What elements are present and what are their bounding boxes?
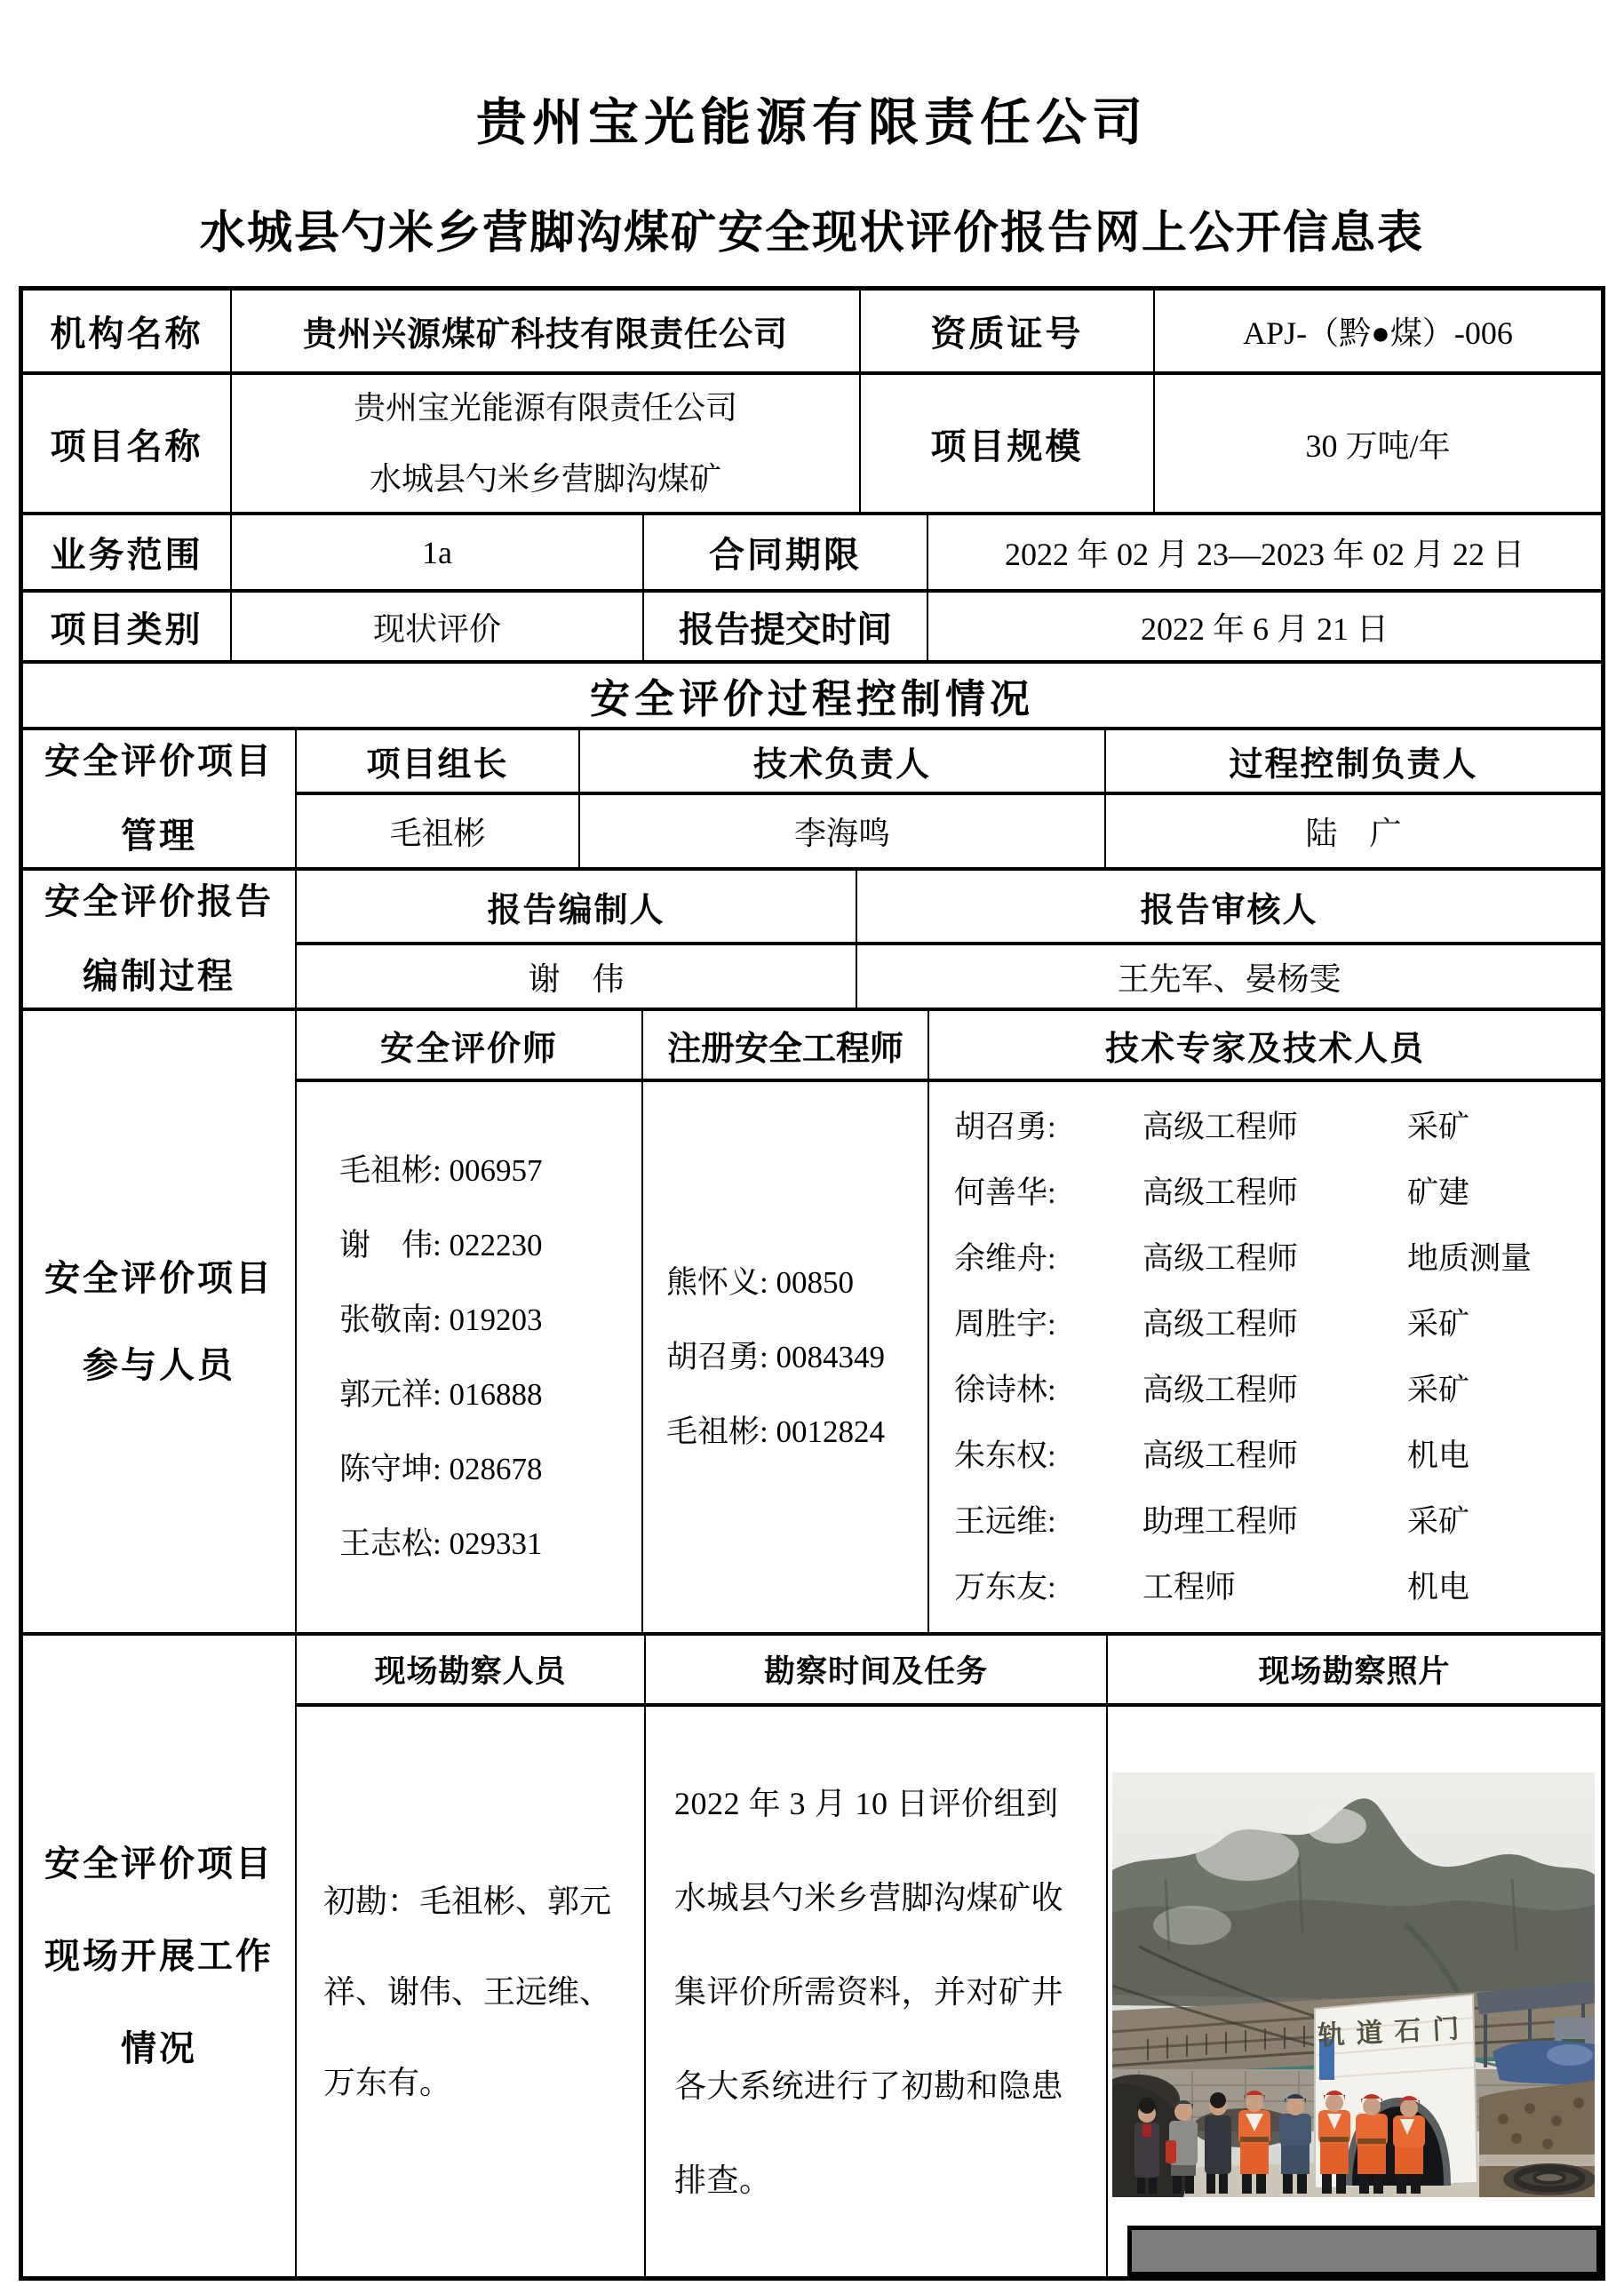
process-control-value: 陆 广	[1305, 816, 1402, 851]
expert-title: 工程师	[1142, 1569, 1237, 1605]
reviewer-header: 报告审核人	[1140, 891, 1318, 929]
expert-item	[954, 1358, 1601, 1423]
expert-title: 高级工程师	[1142, 1175, 1299, 1210]
experts-list	[929, 1082, 1601, 1632]
cert-no-label: 资质证号	[861, 291, 1155, 371]
row-org	[23, 291, 1601, 375]
team-leader-value: 毛祖彬	[297, 795, 580, 867]
expert-item	[954, 1423, 1601, 1489]
expert-name: 万东友:	[954, 1569, 1056, 1605]
expert-field: 采矿	[1407, 1372, 1470, 1407]
tech-lead-header: 技术负责人	[580, 730, 1106, 792]
expert-item	[954, 1095, 1601, 1160]
submit-time-value: 2022 年 6 月 21 日	[1140, 610, 1389, 647]
contract-period-value: 2022 年 02 月 23—2023 年 02 月 22 日	[1004, 537, 1524, 572]
expert-name: 徐诗林:	[954, 1372, 1056, 1407]
info-table	[19, 286, 1605, 2281]
site-work-header-row	[297, 1636, 1601, 1707]
expert-title: 高级工程师	[1142, 1109, 1299, 1144]
engineer-item: 胡召勇: 0084349	[666, 1339, 885, 1374]
photo-cable-coil	[1503, 2163, 1595, 2195]
business-scope-label: 业务范围	[23, 515, 232, 589]
section-report	[23, 871, 1601, 1011]
submit-time-label: 报告提交时间	[644, 593, 928, 660]
survey-photo-cell	[1108, 1707, 1601, 2276]
redaction-bar	[1127, 2226, 1601, 2276]
expert-title: 高级工程师	[1142, 1240, 1299, 1276]
evaluator-item: 陈守坤: 028678	[339, 1451, 543, 1486]
project-scale-value: 30 万吨/年	[1305, 427, 1451, 464]
section-management	[23, 730, 1601, 871]
expert-field: 采矿	[1407, 1503, 1470, 1539]
survey-photo-header: 现场勘察照片	[1258, 1654, 1451, 1689]
expert-name: 胡召勇:	[954, 1109, 1056, 1144]
project-name-value	[232, 375, 861, 512]
report-label-line2: 编制过程	[83, 956, 235, 996]
site-work-label-line3: 情况	[121, 2027, 197, 2068]
project-name-line1: 贵州宝光能源有限责任公司	[353, 390, 737, 426]
tech-lead-value: 李海鸣	[580, 795, 1106, 867]
evaluator-item: 王志松: 029331	[339, 1525, 543, 1561]
evaluators-list	[297, 1082, 643, 1632]
expert-name: 余维舟:	[954, 1240, 1056, 1276]
site-work-label-line1: 安全评价项目	[44, 1843, 274, 1884]
engineers-header: 注册安全工程师	[643, 1011, 929, 1079]
expert-item	[954, 1226, 1601, 1292]
expert-field: 地质测量	[1407, 1240, 1532, 1276]
evaluator-item: 郭元祥: 016888	[339, 1376, 543, 1412]
section-site-work	[23, 1636, 1601, 2276]
expert-field: 采矿	[1407, 1109, 1470, 1144]
business-scope-value: 1a	[232, 515, 644, 589]
evaluator-item: 张敬南: 019203	[339, 1302, 543, 1337]
participants-header-row	[297, 1011, 1601, 1082]
row-category	[23, 593, 1601, 664]
expert-title: 高级工程师	[1142, 1372, 1299, 1407]
report-value-row	[297, 945, 1601, 1008]
expert-title: 高级工程师	[1142, 1306, 1299, 1342]
expert-name: 朱东权:	[954, 1438, 1056, 1473]
project-name-label: 项目名称	[23, 375, 232, 512]
management-label	[23, 730, 297, 867]
expert-title: 高级工程师	[1142, 1438, 1299, 1473]
report-label	[23, 871, 297, 1008]
management-label-line2: 管理	[121, 816, 197, 856]
report-label-line1: 安全评价报告	[44, 881, 274, 921]
project-category-label: 项目类别	[23, 593, 232, 660]
evaluator-item: 谢 伟: 022230	[339, 1227, 543, 1262]
expert-name: 王远维:	[954, 1503, 1056, 1539]
engineers-list	[643, 1082, 929, 1632]
expert-field: 矿建	[1407, 1175, 1470, 1210]
survey-personnel-header: 现场勘察人员	[297, 1636, 646, 1703]
engineer-item: 毛祖彬: 0012824	[666, 1414, 885, 1449]
expert-name: 何善华:	[954, 1175, 1056, 1210]
participants-label-line1: 安全评价项目	[44, 1257, 274, 1298]
management-label-line1: 安全评价项目	[44, 741, 274, 781]
org-name-label: 机构名称	[23, 291, 232, 371]
participants-list-row	[297, 1082, 1601, 1632]
project-category-value: 现状评价	[232, 593, 644, 660]
expert-field: 机电	[1407, 1569, 1470, 1605]
row-project	[23, 375, 1601, 515]
contract-period-label: 合同期限	[644, 515, 928, 589]
management-value-row	[297, 795, 1601, 867]
org-name-value: 贵州兴源煤矿科技有限责任公司	[232, 291, 861, 371]
mine-sign-text: 轨道石门	[1317, 2013, 1472, 2051]
cert-no-value: APJ-（黔●煤）-006	[1243, 315, 1513, 351]
reviewer-value: 王先军、晏杨雯	[1117, 960, 1341, 997]
page-title: 贵州宝光能源有限责任公司	[476, 95, 1148, 151]
site-work-label-line2: 现场开展工作	[44, 1935, 274, 1976]
compiler-header: 报告编制人	[297, 871, 857, 942]
management-header-row	[297, 730, 1601, 795]
report-header-row	[297, 871, 1601, 945]
expert-item	[954, 1489, 1601, 1555]
process-control-title: 安全评价过程控制情况	[589, 677, 1034, 721]
engineer-item: 熊怀义: 00850	[666, 1264, 854, 1300]
participants-label-line2: 参与人员	[83, 1344, 235, 1385]
row-process-banner	[23, 664, 1601, 730]
expert-name: 周胜宇:	[954, 1306, 1056, 1342]
expert-item	[954, 1160, 1601, 1226]
experts-header: 技术专家及技术人员	[1104, 1030, 1425, 1068]
page-subtitle: 水城县勺米乡营脚沟煤矿安全现状评价报告网上公开信息表	[199, 209, 1424, 259]
section-participants	[23, 1011, 1601, 1636]
site-work-label	[23, 1636, 297, 2276]
survey-task-text: 2022 年 3 月 10 日评价组到水城县勺米乡营脚沟煤矿收集评价所需资料，并对矿井各大系统进行了初勘和隐患排查。	[646, 1707, 1108, 2276]
project-name-line2: 水城县勺米乡营脚沟煤矿	[369, 461, 721, 497]
expert-item	[954, 1292, 1601, 1358]
team-leader-header: 项目组长	[297, 730, 580, 792]
site-photo	[1112, 1772, 1595, 2197]
compiler-value: 谢 伟	[297, 945, 857, 1008]
survey-task-header: 勘察时间及任务	[646, 1636, 1108, 1703]
site-work-content-row	[297, 1707, 1601, 2276]
evaluator-item: 毛祖彬: 006957	[339, 1152, 543, 1188]
participants-label	[23, 1011, 297, 1632]
evaluators-header: 安全评价师	[297, 1011, 643, 1079]
process-control-header: 过程控制负责人	[1229, 746, 1478, 784]
row-scope	[23, 515, 1601, 593]
project-scale-label: 项目规模	[861, 375, 1155, 512]
expert-item	[954, 1555, 1601, 1621]
expert-field: 机电	[1407, 1438, 1470, 1473]
survey-personnel-text: 初勘：毛祖彬、郭元祥、谢伟、王远维、万东有。	[297, 1707, 646, 2276]
expert-title: 助理工程师	[1142, 1503, 1299, 1539]
expert-field: 采矿	[1407, 1306, 1470, 1342]
